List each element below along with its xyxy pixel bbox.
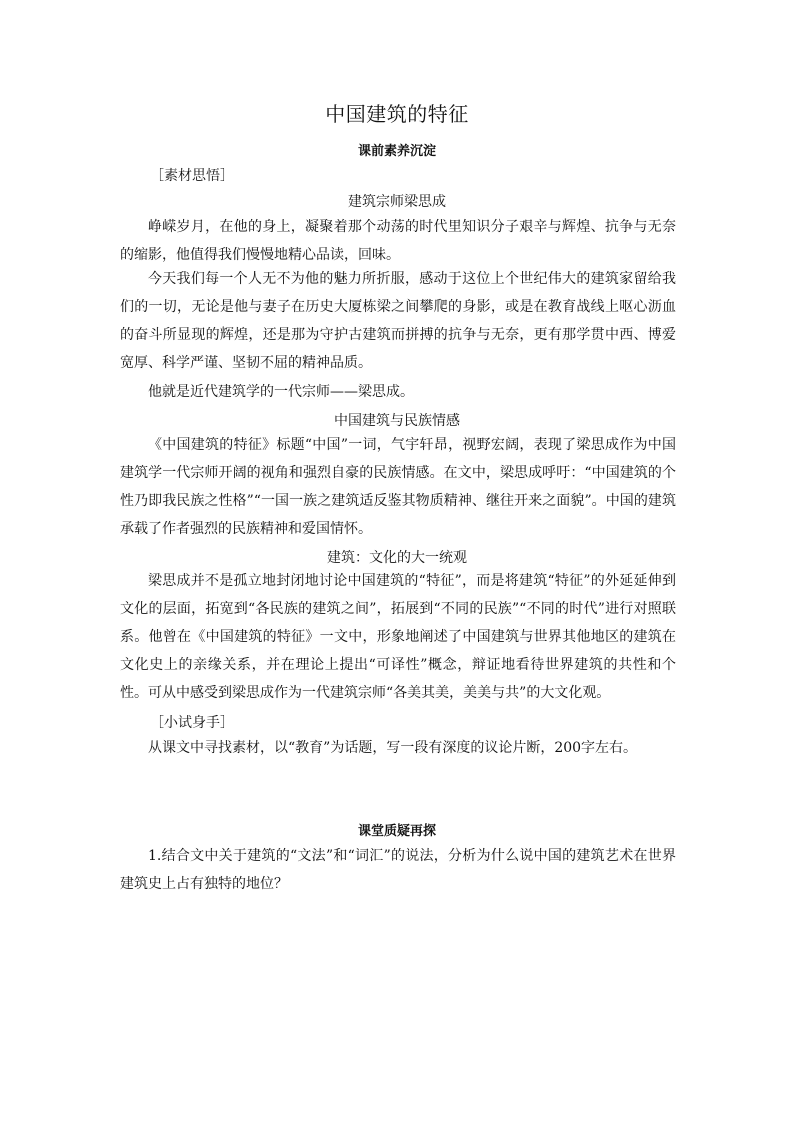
paragraph-3: 他就是近代建筑学的一代宗师——梁思成。 — [148, 384, 414, 400]
page-title: 中国建筑的特征 — [325, 102, 469, 126]
section-heading-in-class: 课堂质疑再探 — [357, 824, 436, 839]
practice-label: ［小试身手］ — [150, 715, 234, 731]
paragraph-5: 梁思成并不是孤立地封闭地讨论中国建筑的“特征”，而是将建筑“特征”的外延延伸到文化的层面，拓宽到“各民族的建筑之间”，拓展到“不同的民族”“不同的时代”进行对照联系。他曾在《中国建筑的特征》一文中，形象地阐述了中国建筑与世界其他地区的建筑在文化史上的亲缘关系，并在理论上提出“可译性”概念，辩证地看待世界建筑的共性和个性。可从中感受到梁思成作为一代建筑宗师“各美其美，美美与共”的大文化观。 — [120, 573, 676, 701]
section-heading-pre-class: 课前素养沉淀 — [357, 144, 436, 159]
paragraph-6: 从课文中寻找素材，以“教育”为话题，写一段有深度的议论片断，200字左右。 — [148, 740, 638, 756]
question-1: 1.结合文中关于建筑的“文法”和“词汇”的说法，分析为什么说中国的建筑艺术在世界建筑史上占有独特的地位？ — [120, 848, 676, 892]
paragraph-4: 《中国建筑的特征》标题“中国”一词，气宇轩昂，视野宏阔，表现了梁思成作为中国建筑学一代宗师开阔的视角和强烈自豪的民族情感。在文中，梁思成呼吁：“中国建筑的个性乃即我民族之性格”“一国一族之建筑适反鉴其物质精神、继往开来之面貌”。中国的建筑承载了作者强烈的民族精神和爱国情怀。 — [120, 437, 676, 537]
paragraph-2: 今天我们每一个人无不为他的魅力所折服，感动于这位上个世纪伟大的建筑家留给我们的一切，无论是他与妻子在历史大厦栋梁之间攀爬的身影，或是在教育战线上呕心沥血的奋斗所显现的辉煌，还是那为守护古建筑而拼搏的抗争与无奈，更有那学贯中西、博爱宽厚、科学严谨、坚韧不屈的精神品质。 — [120, 271, 676, 371]
subheading-cultural-view: 建筑：文化的大一统观 — [327, 550, 467, 566]
material-label: ［素材思悟］ — [150, 168, 234, 184]
subheading-national-emotion: 中国建筑与民族情感 — [334, 413, 460, 429]
subheading-master: 建筑宗师梁思成 — [348, 194, 446, 210]
paragraph-1: 峥嵘岁月，在他的身上，凝聚着那个动荡的时代里知识分子艰辛与辉煌、抗争与无奈的缩影，他值得我们慢慢地精心品读，回味。 — [120, 219, 676, 263]
